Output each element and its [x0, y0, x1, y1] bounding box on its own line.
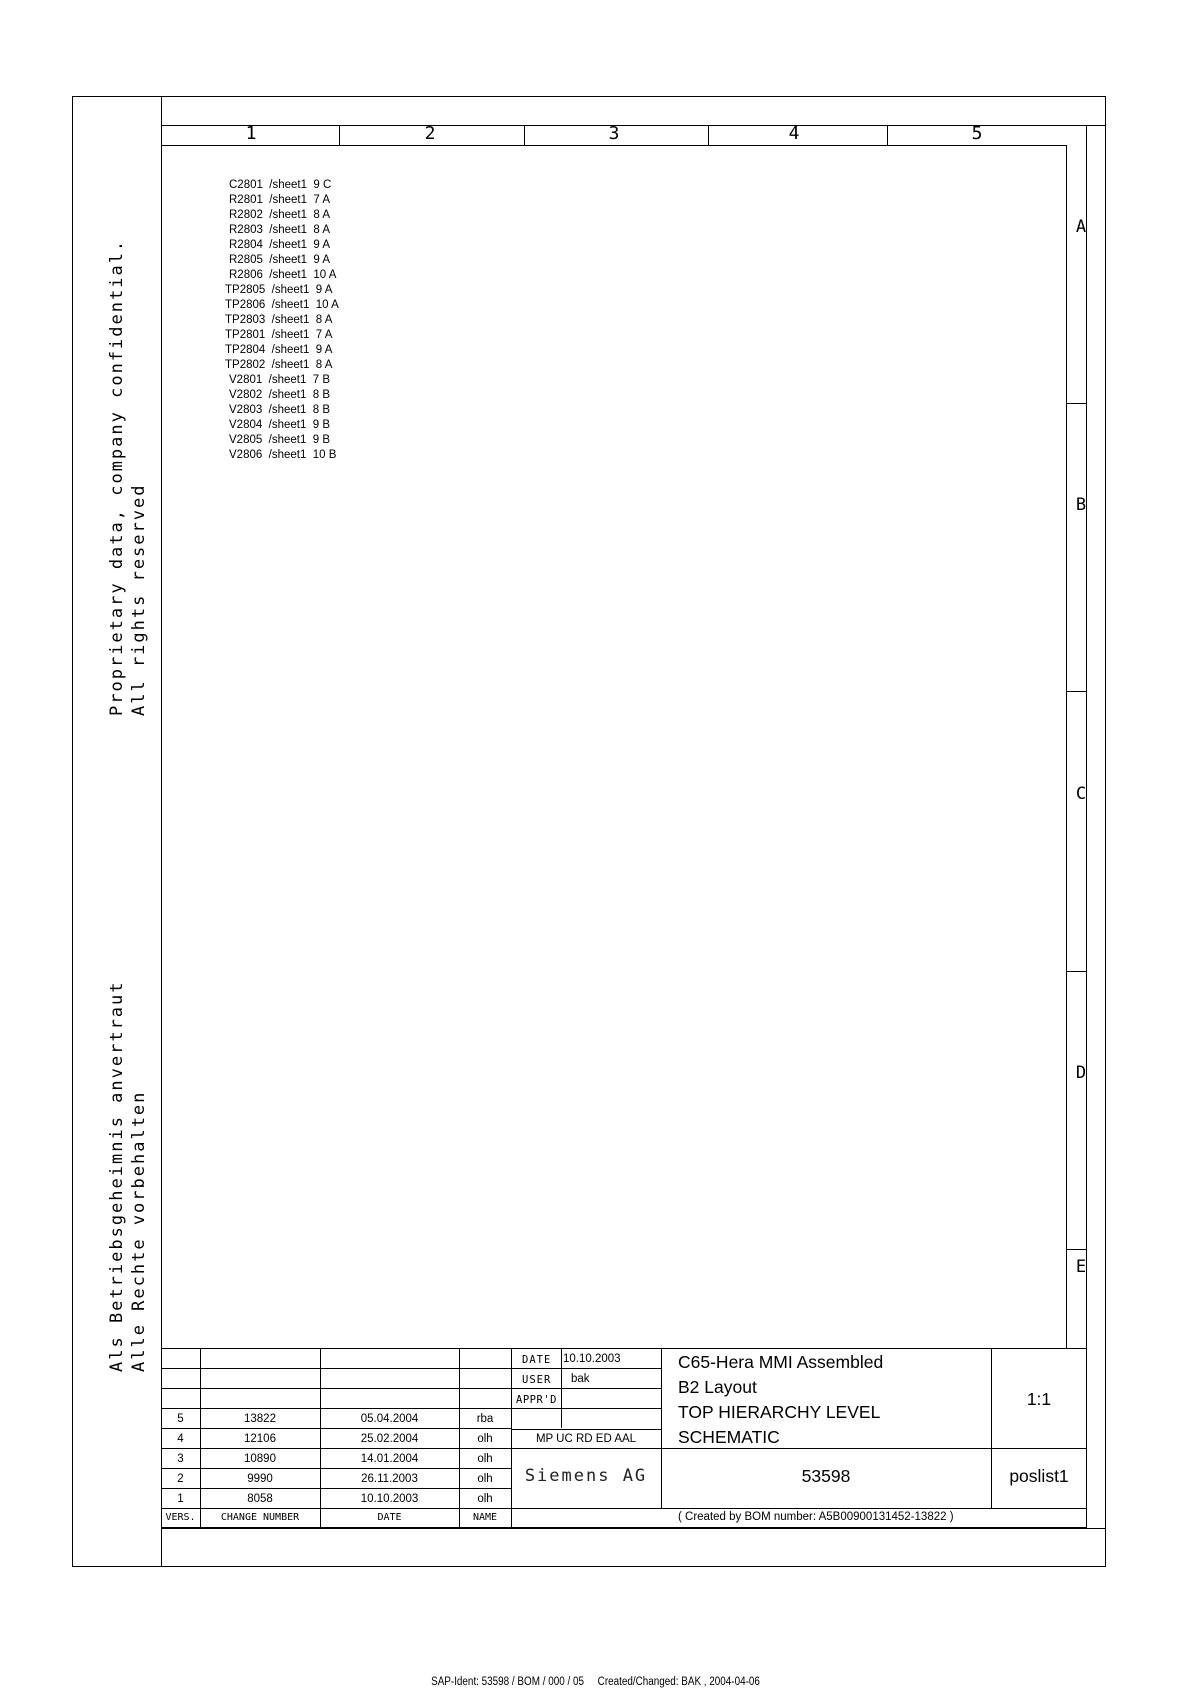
revision-change-number: 8058 [247, 1493, 273, 1505]
revision-date: 26.11.2003 [361, 1473, 418, 1485]
drawing-title-line: B2 Layout [678, 1377, 757, 1397]
row-divider [1066, 691, 1087, 692]
grid-row-label: B [1075, 495, 1087, 515]
scale: 1:1 [1026, 1389, 1052, 1409]
position-entry: R2801 /sheet1 7 A [229, 194, 331, 206]
drawing-title-line: SCHEMATIC [678, 1427, 780, 1447]
grid-column-label: 1 [245, 123, 257, 144]
german-note [106, 980, 150, 1372]
revision-header-name: NAME [472, 1512, 498, 1523]
position-entry: TP2803 /sheet1 8 A [225, 314, 333, 326]
position-entry: V2805 /sheet1 9 B [229, 434, 331, 446]
position-entry: V2804 /sheet1 9 B [229, 419, 331, 431]
grid-column-label: 3 [608, 123, 620, 144]
revision-vers: 4 [177, 1433, 184, 1445]
revision-vers: 3 [177, 1453, 184, 1465]
revision-change-number: 12106 [244, 1433, 276, 1445]
appr-label: APPR'D [516, 1394, 557, 1406]
position-entry: TP2802 /sheet1 8 A [225, 359, 333, 371]
revision-vers: 2 [177, 1473, 184, 1485]
bom-note: ( Created by BOM number: A5B00900131452-13822 ) [678, 1511, 954, 1523]
row-header-line [1066, 145, 1067, 1348]
company-name: Siemens AG [524, 1466, 648, 1486]
german-line1: Als Betriebsgeheimnis anvertraut [107, 980, 127, 1372]
proprietary-line2: All rights reserved [129, 483, 149, 716]
revision-change-number: 9990 [247, 1473, 273, 1485]
grid-row-label: A [1075, 217, 1087, 237]
position-entry: V2802 /sheet1 8 B [229, 389, 331, 401]
revision-date: 05.04.2004 [360, 1413, 419, 1425]
column-header-line [161, 145, 1066, 146]
revision-vers: 1 [177, 1493, 184, 1505]
revision-date: 10.10.2003 [360, 1493, 419, 1505]
sheet-name: poslist1 [1009, 1466, 1069, 1486]
department: MP UC RD ED AAL [535, 1433, 637, 1445]
position-entry: TP2804 /sheet1 9 A [225, 344, 333, 356]
proprietary-note [106, 239, 150, 716]
drawing-title-line: TOP HIERARCHY LEVEL [678, 1402, 881, 1422]
revision-vers: 5 [177, 1413, 184, 1425]
grid-column-label: 5 [971, 123, 983, 144]
position-entry: TP2806 /sheet1 10 A [225, 299, 339, 311]
grid-row-label: D [1075, 1063, 1087, 1083]
revision-change-number: 10890 [244, 1453, 276, 1465]
position-entry: TP2801 /sheet1 7 A [225, 329, 333, 341]
frame-bottom-margin-line [161, 1528, 1106, 1529]
position-entry: R2806 /sheet1 10 A [229, 269, 337, 281]
position-entry: R2803 /sheet1 8 A [229, 224, 331, 236]
date-value: 10.10.2003 [563, 1353, 621, 1365]
revision-header-change: CHANGE NUMBER [220, 1512, 300, 1523]
position-entry: R2804 /sheet1 9 A [229, 239, 331, 251]
user-label: USER [522, 1374, 552, 1386]
column-divider [524, 125, 525, 145]
drawing-title-line: C65-Hera MMI Assembled [678, 1352, 884, 1372]
column-divider [887, 125, 888, 145]
proprietary-line1: Proprietary data, company confidential. [107, 238, 127, 716]
revision-name: olh [477, 1493, 493, 1505]
position-entry: TP2805 /sheet1 9 A [225, 284, 333, 296]
grid-column-label: 4 [788, 123, 800, 144]
position-entry: R2805 /sheet1 9 A [229, 254, 331, 266]
date-label: DATE [522, 1354, 552, 1366]
revision-date: 25.02.2004 [360, 1433, 419, 1445]
position-entry: R2802 /sheet1 8 A [229, 209, 331, 221]
row-divider [1066, 1249, 1087, 1250]
position-entry: V2803 /sheet1 8 B [229, 404, 331, 416]
revision-header-date: DATE [377, 1512, 402, 1523]
position-entry: V2801 /sheet1 7 B [229, 374, 331, 386]
revision-date: 14.01.2004 [360, 1453, 419, 1465]
date-user-col-line [561, 1348, 562, 1428]
grid-row-label: E [1075, 1257, 1087, 1277]
user-value: bak [571, 1373, 590, 1385]
grid-column-label: 2 [424, 123, 436, 144]
revision-change-number: 13822 [244, 1413, 276, 1425]
position-entry: C2801 /sheet1 9 C [229, 179, 332, 191]
grid-row-label: C [1075, 784, 1087, 804]
revision-name: olh [477, 1453, 493, 1465]
revision-name: olh [477, 1433, 493, 1445]
revision-name: rba [476, 1413, 494, 1425]
revision-header-vers: VERS. [165, 1512, 196, 1523]
row-divider [1066, 971, 1087, 972]
revision-name: olh [477, 1473, 493, 1485]
sap-footer: SAP-Ident: 53598 / BOM / 000 / 05 Created/Changed: BAK , 2004-04-06 [431, 1676, 760, 1688]
row-divider [1066, 403, 1087, 404]
column-divider [708, 125, 709, 145]
drawing-number: 53598 [801, 1466, 851, 1486]
position-entry: V2806 /sheet1 10 B [229, 449, 337, 461]
column-divider [339, 125, 340, 145]
german-line2: Alle Rechte vorbehalten [129, 1090, 149, 1372]
